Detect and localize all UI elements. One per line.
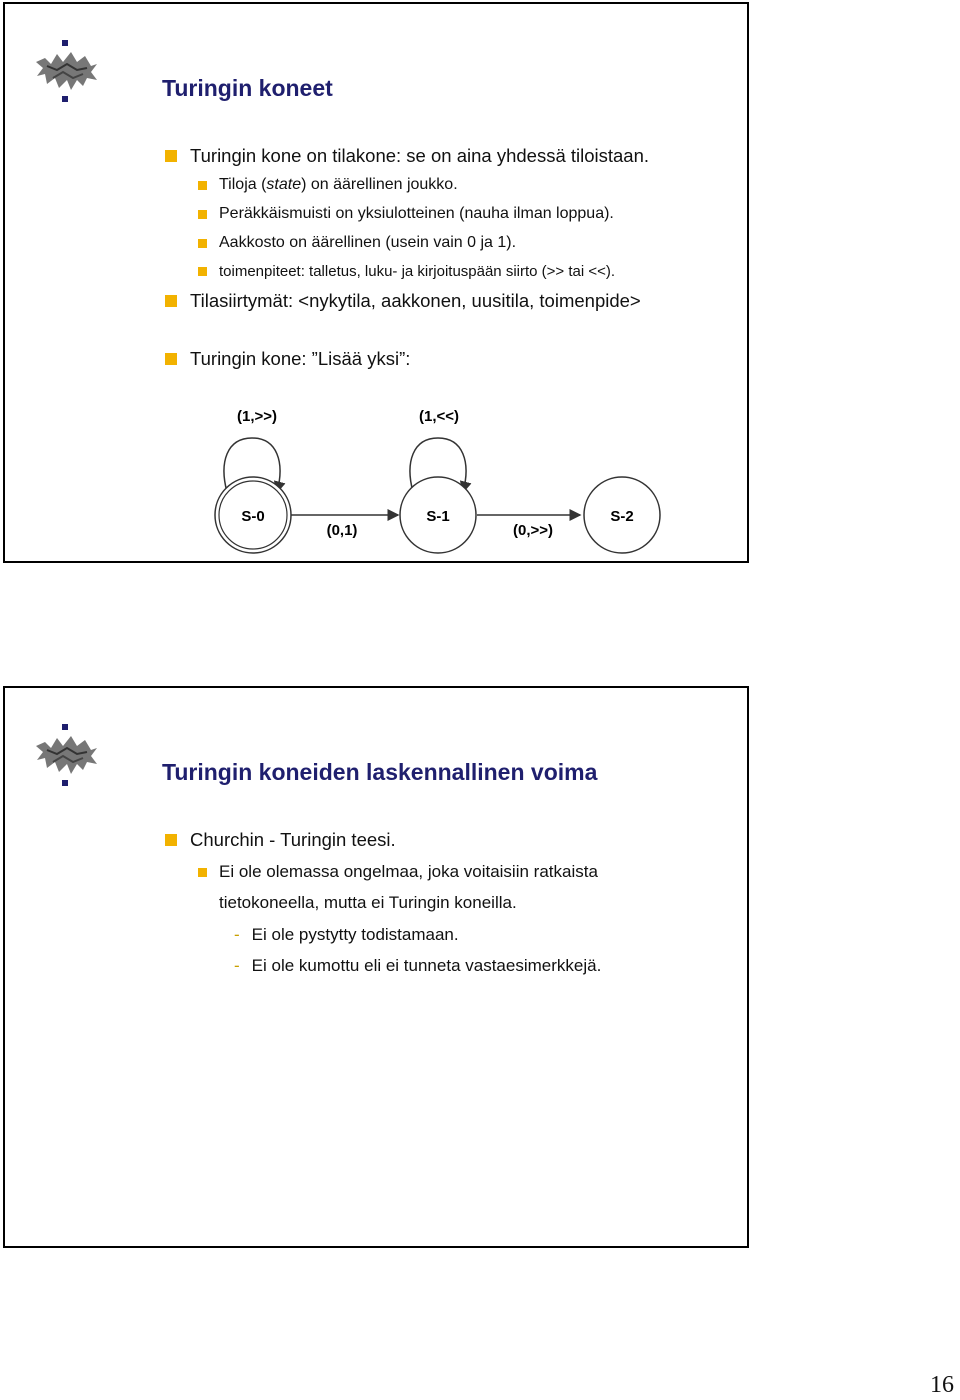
dash-bullet: - <box>234 925 240 944</box>
bullet-text: Churchin - Turingin teesi. <box>190 829 396 850</box>
bullet-text: Peräkkäismuisti on yksiulotteinen (nauha ilman loppua). <box>219 205 614 222</box>
state-label: S-0 <box>241 508 265 525</box>
state-diagram <box>5 4 747 561</box>
state-s0 <box>215 477 291 553</box>
dash-list-item <box>234 925 459 945</box>
transition-label-s1-s2: (0,>>) <box>512 522 554 539</box>
dash-bullet: - <box>234 956 240 975</box>
state-label: S-2 <box>610 508 634 525</box>
bullet-text: toimenpiteet: talletus, luku- ja kirjoituspään siirto (>> tai <<). <box>219 263 616 280</box>
bullet-text: Ei ole olemassa ongelmaa, joka voitaisiin ratkaista <box>219 862 598 881</box>
bullet-text-continuation: tietokoneella, mutta ei Turingin koneilla. <box>219 893 517 912</box>
slide-title: Turingin koneiden laskennallinen voima <box>162 759 598 785</box>
bullet-text: Turingin kone on tilakone: se on aina yhdessä tiloistaan. <box>190 145 650 166</box>
slide-title: Turingin koneet <box>162 75 333 101</box>
bullet-text: Ei ole kumottu eli ei tunneta vastaesimerkkejä. <box>251 956 602 975</box>
state-s1 <box>400 477 476 553</box>
university-logo-icon <box>33 724 99 790</box>
square-bullet-icon <box>198 868 207 877</box>
sub-bullet-list-item <box>198 862 598 882</box>
transition-label-s0-s1: (0,1) <box>326 522 358 539</box>
state-label: S-1 <box>426 508 450 525</box>
bullet-list-item <box>165 829 396 851</box>
dash-list-item <box>234 956 601 976</box>
bullet-text: Tilasiirtymät: <nykytila, aakkonen, uusitila, toimenpide> <box>190 290 641 311</box>
slide-laskennallinen-voima <box>3 686 749 1248</box>
bullet-text: Ei ole pystytty todistamaan. <box>251 925 459 944</box>
bullet-text: Tiloja (state) on äärellinen joukko. <box>219 176 458 193</box>
state-s2 <box>584 477 660 553</box>
page-number: 16 <box>930 1372 954 1398</box>
square-bullet-icon <box>165 834 177 846</box>
slide-turingin-koneet <box>3 2 749 563</box>
bullet-text: Turingin kone: ”Lisää yksi”: <box>190 348 411 369</box>
bullet-text: Aakkosto on äärellinen (usein vain 0 ja 1). <box>219 234 517 251</box>
loop-label-s0: (1,>>) <box>236 408 278 425</box>
loop-label-s1: (1,<<) <box>418 408 460 425</box>
